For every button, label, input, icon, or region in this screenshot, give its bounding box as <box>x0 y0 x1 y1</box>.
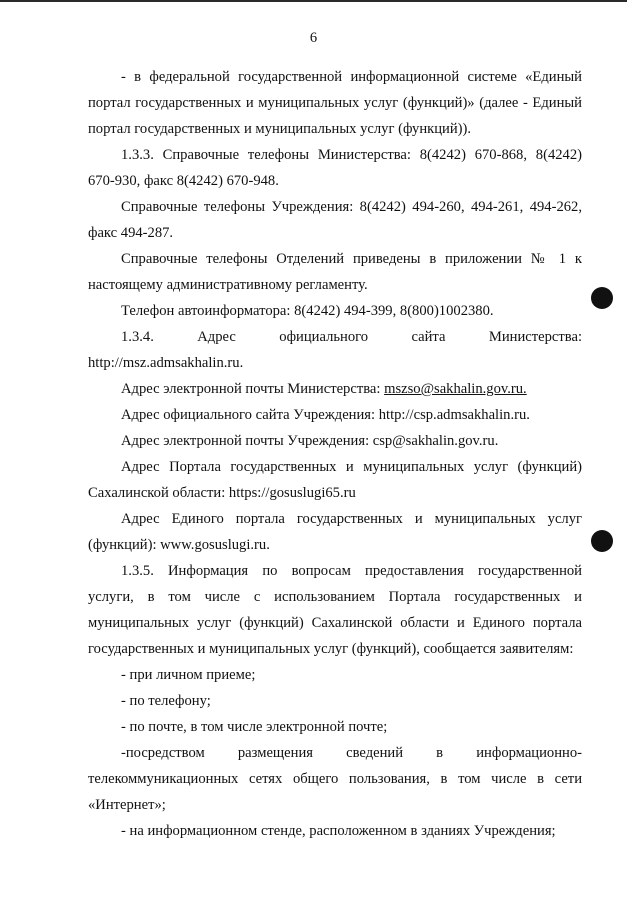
text-line: муниципальных услуг (функций) Сахалинской области и Единого портала <box>88 615 582 631</box>
paragraph <box>88 428 582 454</box>
paragraph <box>88 688 582 714</box>
paragraph <box>88 64 582 142</box>
email-label: Адрес электронной почты Министерства: <box>121 381 385 397</box>
paragraph <box>88 662 582 688</box>
text-line: http://msz.admsakhalin.ru. <box>88 355 244 371</box>
text-line: Телефон автоинформатора: 8(4242) 494-399, 8(800)1002380. <box>121 303 494 319</box>
text-line: Справочные телефоны Отделений приведены в приложении № 1 к <box>121 251 582 267</box>
text-line: (функций): www.gosuslugi.ru. <box>88 537 270 553</box>
top-border <box>0 0 627 2</box>
paragraph <box>88 818 582 844</box>
list-item: -посредством размещения сведений в информационно- <box>121 745 582 761</box>
text-line: портал государственных и муниципальных услуг (функций)). <box>88 121 472 137</box>
paragraph <box>88 454 582 506</box>
page-number: 6 <box>309 30 318 46</box>
text-line: Адрес Портала государственных и муниципальных услуг (функций) <box>121 459 582 475</box>
paragraph <box>88 740 582 818</box>
document-body <box>88 64 582 844</box>
text-line: услуги, в том числе с использованием Портала государственных и <box>88 589 582 605</box>
paragraph <box>88 246 582 298</box>
text-line <box>88 376 582 402</box>
paragraph <box>88 376 582 402</box>
paragraph <box>88 714 582 740</box>
binder-hole-top <box>591 287 613 309</box>
text-line: факс 494-287. <box>88 225 174 241</box>
text-line: портал государственных и муниципальных услуг (функций)» (далее - Единый <box>88 95 582 111</box>
list-item: - на информационном стенде, расположенном в зданиях Учреждения; <box>121 823 556 839</box>
text-line: 1.3.4. Адрес официального сайта Министерства: <box>121 329 582 345</box>
binder-hole-bottom <box>591 530 613 552</box>
paragraph <box>88 402 582 428</box>
paragraph <box>88 506 582 558</box>
text-line: телекоммуникационных сетях общего пользования, в том числе в сети <box>88 771 582 787</box>
paragraph <box>88 324 582 376</box>
text-line: 670-930, факс 8(4242) 670-948. <box>88 173 279 189</box>
paragraph <box>88 194 582 246</box>
text-line: Адрес официального сайта Учреждения: http://csp.admsakhalin.ru. <box>121 407 530 423</box>
email-link[interactable]: mszso@sakhalin.gov.ru. <box>384 381 527 397</box>
list-item: - при личном приеме; <box>121 667 256 683</box>
paragraph <box>88 558 582 662</box>
text-line: Адрес электронной почты Учреждения: csp@sakhalin.gov.ru. <box>121 433 499 449</box>
list-item: - по телефону; <box>121 693 211 709</box>
text-line: Сахалинской области: https://gosuslugi65.ru <box>88 485 356 501</box>
text-line: 1.3.5. Информация по вопросам предоставления государственной <box>121 563 582 579</box>
text-line: Справочные телефоны Учреждения: 8(4242) 494-260, 494-261, 494-262, <box>121 199 582 215</box>
text-line: «Интернет»; <box>88 797 166 813</box>
paragraph <box>88 142 582 194</box>
text-line: государственных и муниципальных услуг (функций), сообщается заявителям: <box>88 641 574 657</box>
text-line: 1.3.3. Справочные телефоны Министерства: 8(4242) 670-868, 8(4242) <box>121 147 582 163</box>
text-line: - в федеральной государственной информационной системе «Единый <box>121 69 582 85</box>
list-item: - по почте, в том числе электронной почте; <box>121 719 388 735</box>
text-line: Адрес Единого портала государственных и муниципальных услуг <box>121 511 582 527</box>
text-line: настоящему административному регламенту. <box>88 277 368 293</box>
paragraph <box>88 298 582 324</box>
